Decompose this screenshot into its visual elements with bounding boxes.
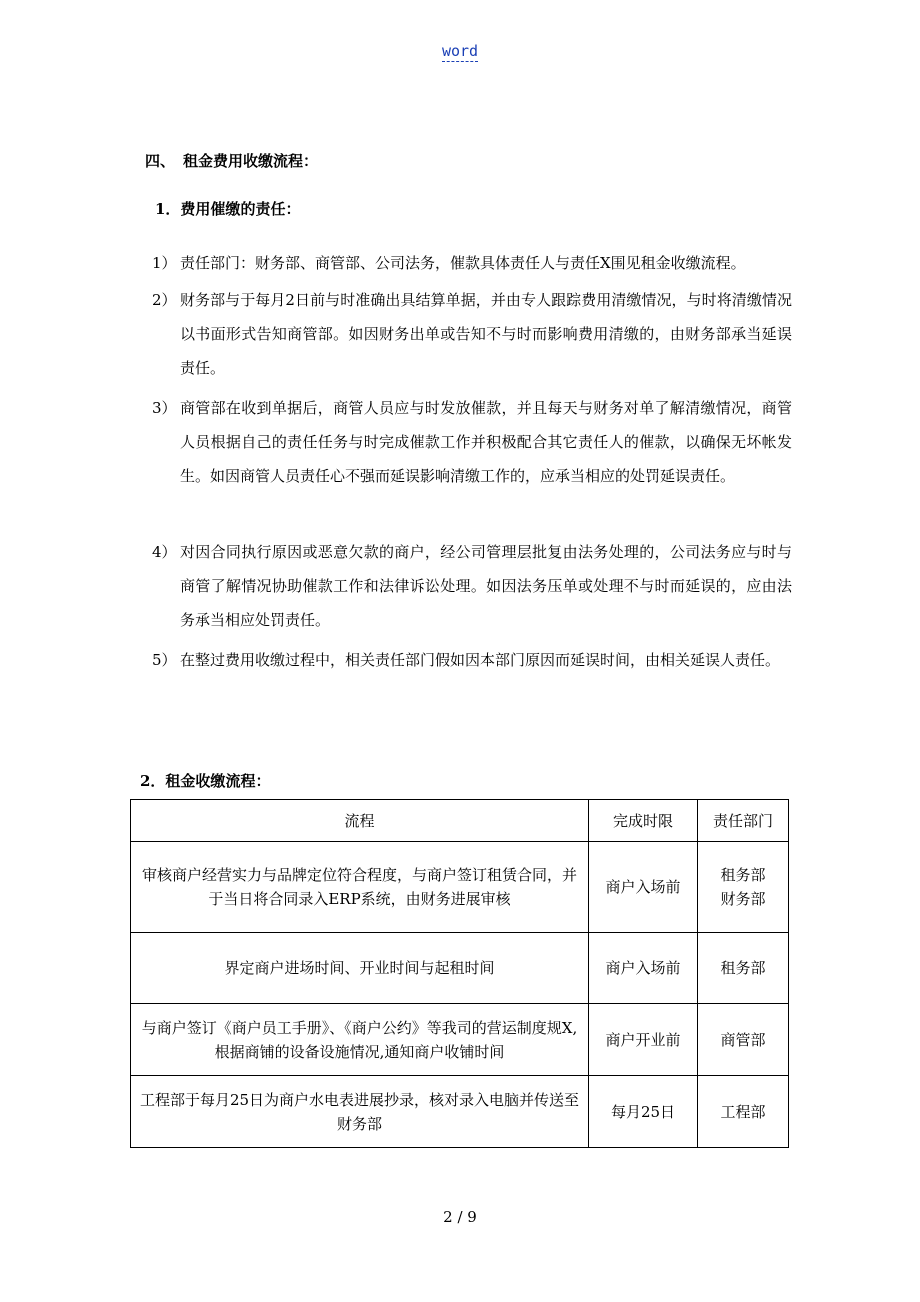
cell-dept: 商管部: [698, 1004, 789, 1076]
paragraph-index: 1）: [152, 254, 177, 272]
paragraph-2: [152, 283, 792, 385]
section-title: 租金费用收缴流程：: [183, 152, 319, 170]
subheading-responsibility: 1．费用催缴的责任：: [155, 200, 301, 218]
paragraph-text: 财务部与于每月2日前与时准确出具结算单据，并由专人跟踪费用清缴情况，与时将清缴情况以书面形式告知商管部。如因财务出单或告知不与时而影响费用清缴的，由财务部承当延误责任。: [180, 291, 792, 377]
paragraph-text: 对因合同执行原因或恶意欠款的商户，经公司管理层批复由法务处理的，公司法务应与时与商管了解情况协助催款工作和法律诉讼处理。如因法务压单或处理不与时而延误的，应由法务承当相应处罚责任。: [180, 543, 792, 629]
cell-dept: 工程部: [698, 1076, 789, 1148]
paragraph-text: 责任部门：财务部、商管部、公司法务，催款具体责任人与责任X围见租金收缴流程。: [180, 254, 746, 272]
paragraph-1: [152, 246, 792, 280]
table-header-row: [131, 800, 789, 842]
header-word-text[interactable]: word: [441, 42, 479, 60]
section-heading: [145, 150, 318, 171]
paragraph-3: [152, 391, 792, 493]
header-word-link[interactable]: [0, 42, 920, 60]
paragraph-index: 4）: [152, 543, 177, 561]
cell-process: 审核商户经营实力与品牌定位符合程度，与商户签订租赁合同，并于当日将合同录入ERP系统，由财务进展审核: [131, 842, 589, 933]
cell-process: 与商户签订《商户员工手册》、《商户公约》等我司的营运制度规X,根据商铺的设备设施情况,通知商户收铺时间: [131, 1004, 589, 1076]
paragraph-index: 2）: [152, 291, 177, 309]
collection-process-table: [130, 799, 789, 1148]
cell-deadline: 商户开业前: [589, 1004, 698, 1076]
paragraph-text: 在整过费用收缴过程中，相关责任部门假如因本部门原因而延误时间，由相关延误人责任。: [180, 651, 781, 669]
cell-process: 工程部于每月25日为商户水电表进展抄录，核对录入电脑并传送至财务部: [131, 1076, 589, 1148]
table-row: [131, 1076, 789, 1148]
table-row: [131, 1004, 789, 1076]
cell-process: 界定商户进场时间、开业时间与起租时间: [131, 933, 589, 1004]
cell-deadline: 每月25日: [589, 1076, 698, 1148]
header-dept: 责任部门: [698, 800, 789, 842]
cell-deadline: 商户入场前: [589, 933, 698, 1004]
table-row: [131, 933, 789, 1004]
paragraph-index: 3）: [152, 399, 177, 417]
table-row: [131, 842, 789, 933]
paragraph-5: [152, 643, 792, 677]
paragraph-text: 商管部在收到单据后，商管人员应与时发放催款，并且每天与财务对单了解清缴情况，商管人员根据自己的责任任务与时完成催款工作并积极配合其它责任人的催款，以确保无坏帐发生。如因商管人员责任心不强而延误影响清缴工作的，应承当相应的处罚延误责任。: [180, 399, 792, 485]
paragraph-4: [152, 535, 792, 637]
page-number: 2 / 9: [443, 1208, 477, 1226]
header-deadline: 完成时限: [589, 800, 698, 842]
section-number: 四、: [145, 152, 176, 170]
cell-deadline: 商户入场前: [589, 842, 698, 933]
paragraph-index: 5）: [152, 651, 177, 669]
header-process: 流程: [131, 800, 589, 842]
subheading-collection-process: 2．租金收缴流程：: [140, 772, 271, 790]
cell-dept: 租务部 财务部: [698, 842, 789, 933]
cell-dept: 租务部: [698, 933, 789, 1004]
